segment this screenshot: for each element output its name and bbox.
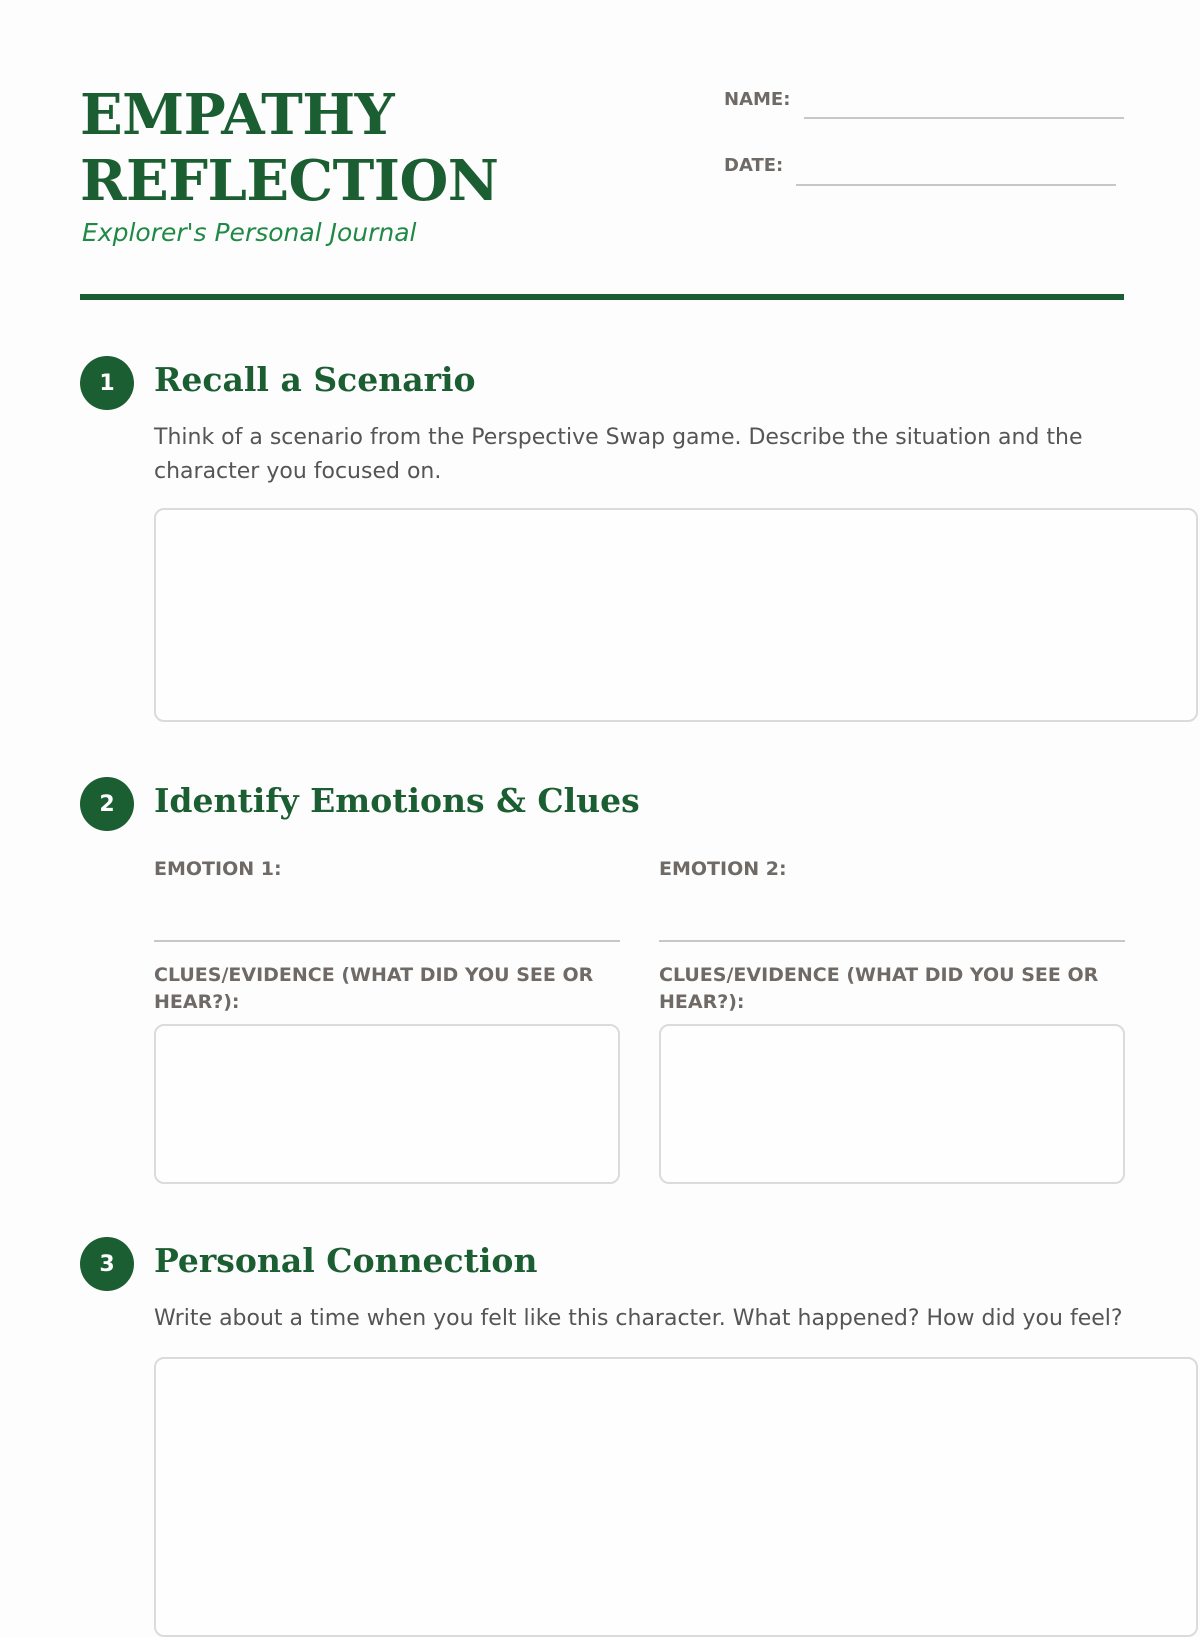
emotion-1-label: EMOTION 1: [154,858,282,880]
clues-2-answer-box[interactable] [659,1024,1125,1184]
personal-connection-answer-box[interactable] [154,1357,1198,1637]
emotion-2-field[interactable] [659,940,1125,942]
clues-2-label: CLUES/EVIDENCE (WHAT DID YOU SEE OR HEAR?): [659,964,1099,1013]
date-label: DATE: [724,155,784,176]
emotion-2-label: EMOTION 2: [659,858,787,880]
title-line-2: REFLECTION [80,148,499,214]
page-title [80,82,498,214]
date-field[interactable] [796,184,1116,186]
section-prompt: Write about a time when you felt like this character. What happened? How did you feel? [154,1306,1123,1331]
scenario-answer-box[interactable] [154,508,1198,722]
name-label: NAME: [724,89,791,110]
clues-1-label: CLUES/EVIDENCE (WHAT DID YOU SEE OR HEAR?): [154,964,594,1013]
section-title-emotions-clues: Identify Emotions & Clues [154,781,640,820]
section-prompt: Think of a scenario from the Perspective Swap game. Describe the situation and the character you focused on. [154,425,1083,484]
section-number-badge: 1 [80,356,134,410]
clues-1-answer-box[interactable] [154,1024,620,1184]
header-divider [80,294,1124,300]
emotion-1-field[interactable] [154,940,620,942]
section-number-badge: 2 [80,777,134,831]
section-title-recall-scenario: Recall a Scenario [154,360,476,399]
title-line-1: EMPATHY [80,82,395,148]
section-number-badge: 3 [80,1237,134,1291]
section-title-personal-connection: Personal Connection [154,1241,538,1280]
page-subtitle: Explorer's Personal Journal [82,218,417,247]
name-field[interactable] [804,117,1124,119]
